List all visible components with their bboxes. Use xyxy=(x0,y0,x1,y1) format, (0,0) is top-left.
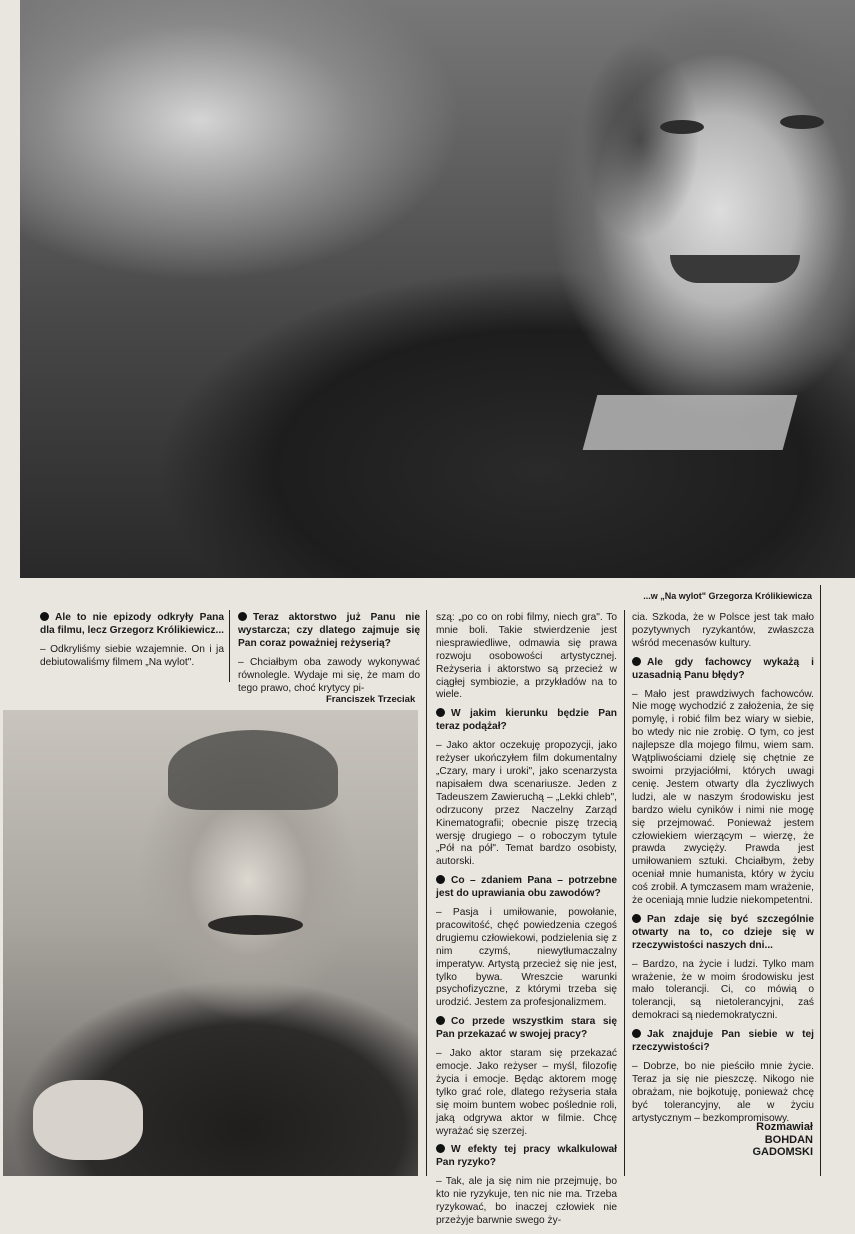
column-rule-3 xyxy=(624,610,625,1176)
column-1 xyxy=(40,612,224,676)
bottom-photo xyxy=(3,710,418,1176)
column-rule-2 xyxy=(426,610,427,1176)
column-2 xyxy=(238,612,420,701)
bullet-icon xyxy=(436,1144,445,1153)
photo-shadow xyxy=(580,40,700,240)
bullet-icon xyxy=(40,612,49,621)
answer: – Chciałbym oba zawody wykonywać równolegle. Wydaje mi się, że mam do tego prawo, choć krytycy pi- xyxy=(238,656,420,694)
paragraph: cia. Szkoda, że w Polsce jest tak mało pozytywnych ryzykantów, zwłaszcza wśród mecenasów kultury. xyxy=(632,612,814,649)
question: W efekty tej pracy wkalkulował Pan ryzyko? xyxy=(436,1144,617,1169)
question: W jakim kierunku będzie Pan teraz podążał? xyxy=(436,708,617,733)
answer: – Pasja i umiłowanie, powołanie, pracowitość, chęć powiedzenia czegoś drugiemu człowiekowi, podzielenia się z nim czymś, niewytłumaczalny imperatyw. Artystą przecież się nie jest, tylko bywa. Wreszcie warunki psychofizyczne, z którymi trzeba się urodzić. Jestem za profesjonalizmem. xyxy=(436,907,617,1009)
photo-caption: ...w „Na wylot" Grzegorza Królikiewicza xyxy=(643,591,812,601)
signature-line-3: GADOMSKI xyxy=(752,1146,813,1158)
paragraph: szą: „po co on robi filmy, niech gra". To mnie boli. Takie stwierdzenie jest niesprawiedliwe, odmawia się prawa rozwoju osobowości artystycznej. Reżyseria i aktorstwo są przecież w ciągłej symbiozie, a przykładów na to wiele. xyxy=(436,612,617,701)
question: Co przede wszystkim stara się Pan przekazać w swojej pracy? xyxy=(436,1016,617,1041)
bullet-icon xyxy=(632,914,641,923)
signature-line-1: Rozmawiał xyxy=(756,1121,813,1133)
photo-hair xyxy=(168,730,338,810)
column-4 xyxy=(632,612,814,1132)
signature-line-2: BOHDAN xyxy=(764,1133,813,1146)
answer: – Jako aktor oczekuję propozycji, jako reżyser ukończyłem film dokumentalny „Czary, mary i uroki", jako scenarzysta napisałem dwa scenariusze. Jeden z Tadeuszem Zawieruchą – „Lekki chleb", odrzucony przez Naczelny Zarząd Kinematografii; obecnie piszę trzecią wersję drugiego – o roboczym tytule „Pół na pół". Temat bardzo osobisty, autorski. xyxy=(436,740,617,868)
question: Ale gdy fachowcy wykażą i uzasadnią Panu błędy? xyxy=(632,656,814,681)
photo-eye-left xyxy=(660,120,704,134)
bullet-icon xyxy=(632,657,641,666)
answer: – Odkryliśmy siebie wzajemnie. On i ja debiutowaliśmy filmem „Na wylot". xyxy=(40,643,224,668)
answer: – Jako aktor staram się przekazać emocje. Jako reżyser – myśl, filozofię życia i emocje. Będąc aktorem mogę tylko grać role, dlatego reżyseria stała się moim buntem wobec poślednie roli, jaką odgrywa aktor w filmie. Chcę wyrażać się szerzej. xyxy=(436,1048,617,1137)
question: Pan zdaje się być szczególnie otwarty na to, co dzieje się w rzeczywistości naszych dni... xyxy=(632,913,814,951)
bullet-icon xyxy=(436,708,445,717)
column-rule-1 xyxy=(229,610,230,682)
bullet-icon xyxy=(238,612,247,621)
question: Ale to nie epizody odkryły Pana dla filmu, lecz Grzegorz Królikiewicz... xyxy=(40,612,224,636)
signature xyxy=(735,1121,813,1159)
photo-hand xyxy=(33,1080,143,1160)
bullet-icon xyxy=(436,1016,445,1025)
question: Teraz aktorstwo już Panu nie wystarcza; czy dlatego zajmuje się Pan coraz poważniej reżyserią? xyxy=(238,612,420,649)
answer: – Tak, ale ja się nim nie przejmuję, bo kto nie ryzykuje, ten nic nie ma. Trzeba ryzykować, bo inaczej człowiek nie przeżyje barwnie swego ży- xyxy=(436,1176,617,1226)
bullet-icon xyxy=(436,875,445,884)
top-photo xyxy=(20,0,855,578)
photo-eye-right xyxy=(780,115,824,129)
question: Co – zdaniem Pana – potrzebne jest do uprawiania obu zawodów? xyxy=(436,875,617,900)
bullet-icon xyxy=(632,1029,641,1038)
photo-collar xyxy=(583,395,798,450)
answer: – Bardzo, na życie i ludzi. Tylko mam wrażenie, że w moim środowisku jest mało tolerancji. Ci, co mówią o tolerancji, są nietolerancyjni, zaś demokraci są niedemokratyczni. xyxy=(632,958,814,1022)
photo-mustache xyxy=(208,915,303,935)
answer: – Dobrze, bo nie pieściło mnie życie. Teraz ja się nie pieszczę. Nikogo nie obrażam, nie bojkotuję, ponieważ chcę być tolerancyjny, ale w życiu artystycznym – bezkompromisowy. xyxy=(632,1061,814,1124)
column-rule-4 xyxy=(820,585,821,1176)
question: Jak znajduje Pan siebie w tej rzeczywistości? xyxy=(632,1029,814,1054)
column-3 xyxy=(436,612,617,1234)
answer: – Mało jest prawdziwych fachowców. Nie mogę wychodzić z założenia, że się pomylę, i robić film bez wiary w siebie, bo wtedy nic nie zrobię. O tym, co jest najlepsze dla mojego filmu, wiem sam. Wątpliwościami dzielę się chętnie ze swoimi przyjaciółmi, których uwagi cenię. Jestem otwarty dla życzliwych ludzi, ale w naszym środowisku jest bardzo wielu cyników i nimi nie mogę się przejmować. Ponieważ jestem człowiekiem wierzącym – wierzę, że prawda zwycięży. Prawda jest umiłowaniem sztuki. Chciałbym, żeby oceniał mnie humanista, który w życiu coś zrobił. A tymczasem mam wrażenie, że oceniają mnie ludzie niekompetentni. xyxy=(632,688,814,907)
photo-mouth xyxy=(670,255,800,283)
byline-author: Franciszek Trzeciak xyxy=(326,694,416,705)
